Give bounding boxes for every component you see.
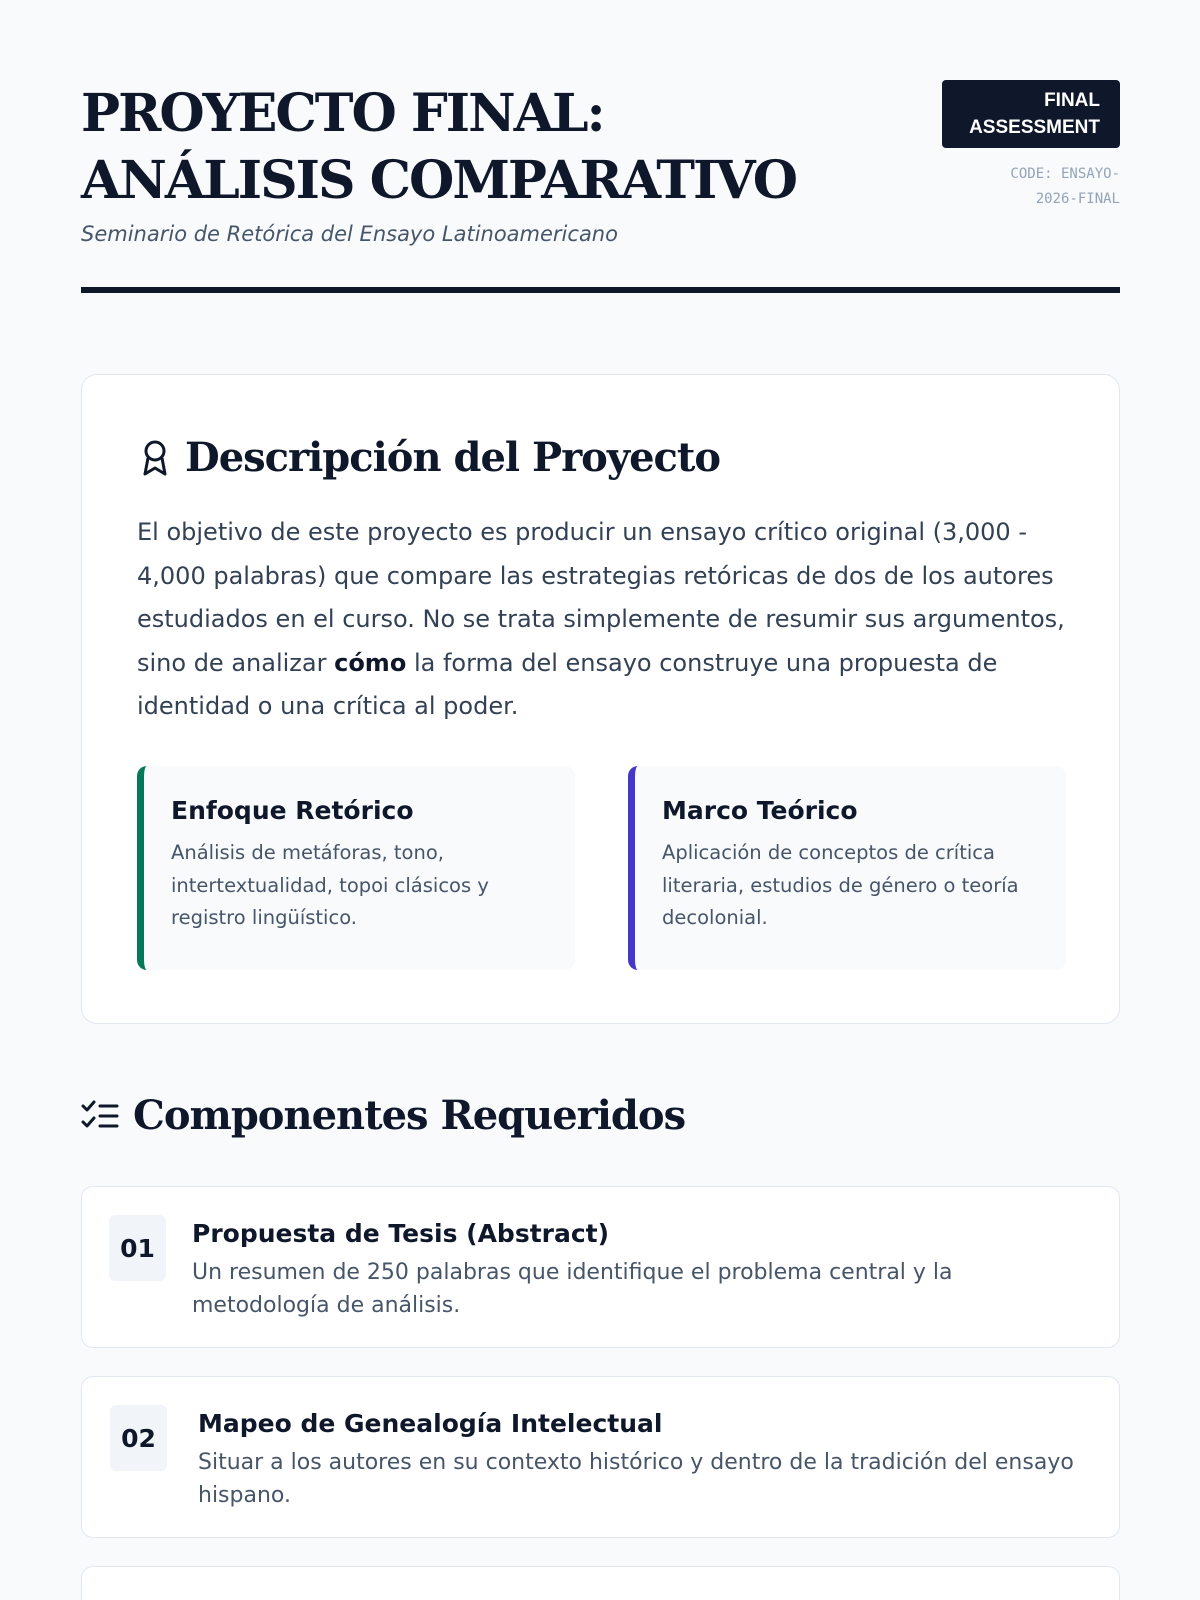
focus-card-text: Análisis de metáforas, tono, intertextualidad, topoi clásicos y registro lingüístico. <box>171 841 489 929</box>
components-heading <box>81 1092 685 1139</box>
component-text: Un resumen de 250 palabras que identifique el problema central y la metodología de análisis. <box>192 1260 953 1318</box>
focus-card-text: Aplicación de conceptos de crítica literaria, estudios de género o teoría decolonial. <box>662 841 1019 929</box>
component-item <box>81 1376 1120 1538</box>
components-title: Componentes Requeridos <box>133 1092 686 1139</box>
award-ribbon-icon <box>137 438 173 478</box>
focus-card-theoretical <box>628 766 1066 970</box>
assessment-info <box>942 80 1120 212</box>
description-heading <box>137 434 720 481</box>
project-description-card <box>81 374 1120 1024</box>
focus-card-title: Marco Teórico <box>662 796 858 825</box>
page-title: PROYECTO FINAL: ANÁLISIS COMPARATIVO <box>81 83 797 211</box>
component-number: 01 <box>109 1215 166 1281</box>
component-text: Situar a los autores en su contexto histórico y dentro de la tradición del ensayo hispano. <box>198 1450 1074 1508</box>
focus-card-rhetorical <box>137 766 575 970</box>
description-text <box>137 511 1067 729</box>
description-text-start: El objetivo de este proyecto es producir un ensayo crítico original (3,000 - 4,000 palabras) que compare las estrategias retóricas de dos de los autores estudiados en el curso. No se trata simplemente de resumir sus argumentos, sino de analizar <box>137 518 1065 677</box>
header-divider <box>81 287 1120 293</box>
component-item <box>81 1186 1120 1348</box>
assessment-code: CODE: ENSAYO-2026-FINAL <box>1010 166 1120 207</box>
description-text-emphasis: cómo <box>334 648 407 677</box>
focus-card-title: Enfoque Retórico <box>171 796 414 825</box>
checklist-icon <box>81 1098 119 1134</box>
description-title: Descripción del Proyecto <box>185 434 721 481</box>
page-header <box>81 80 1120 246</box>
description-text-end: la forma del ensayo construye una propuesta de identidad o una crítica al poder. <box>137 648 998 720</box>
component-item <box>81 1566 1120 1600</box>
component-number: 02 <box>110 1405 167 1471</box>
final-assessment-badge: FINAL ASSESSMENT <box>942 80 1120 148</box>
component-title: Propuesta de Tesis (Abstract) <box>192 1219 610 1248</box>
page-subtitle: Seminario de Retórica del Ensayo Latinoamericano <box>81 222 618 246</box>
component-title: Mapeo de Genealogía Intelectual <box>198 1409 663 1438</box>
